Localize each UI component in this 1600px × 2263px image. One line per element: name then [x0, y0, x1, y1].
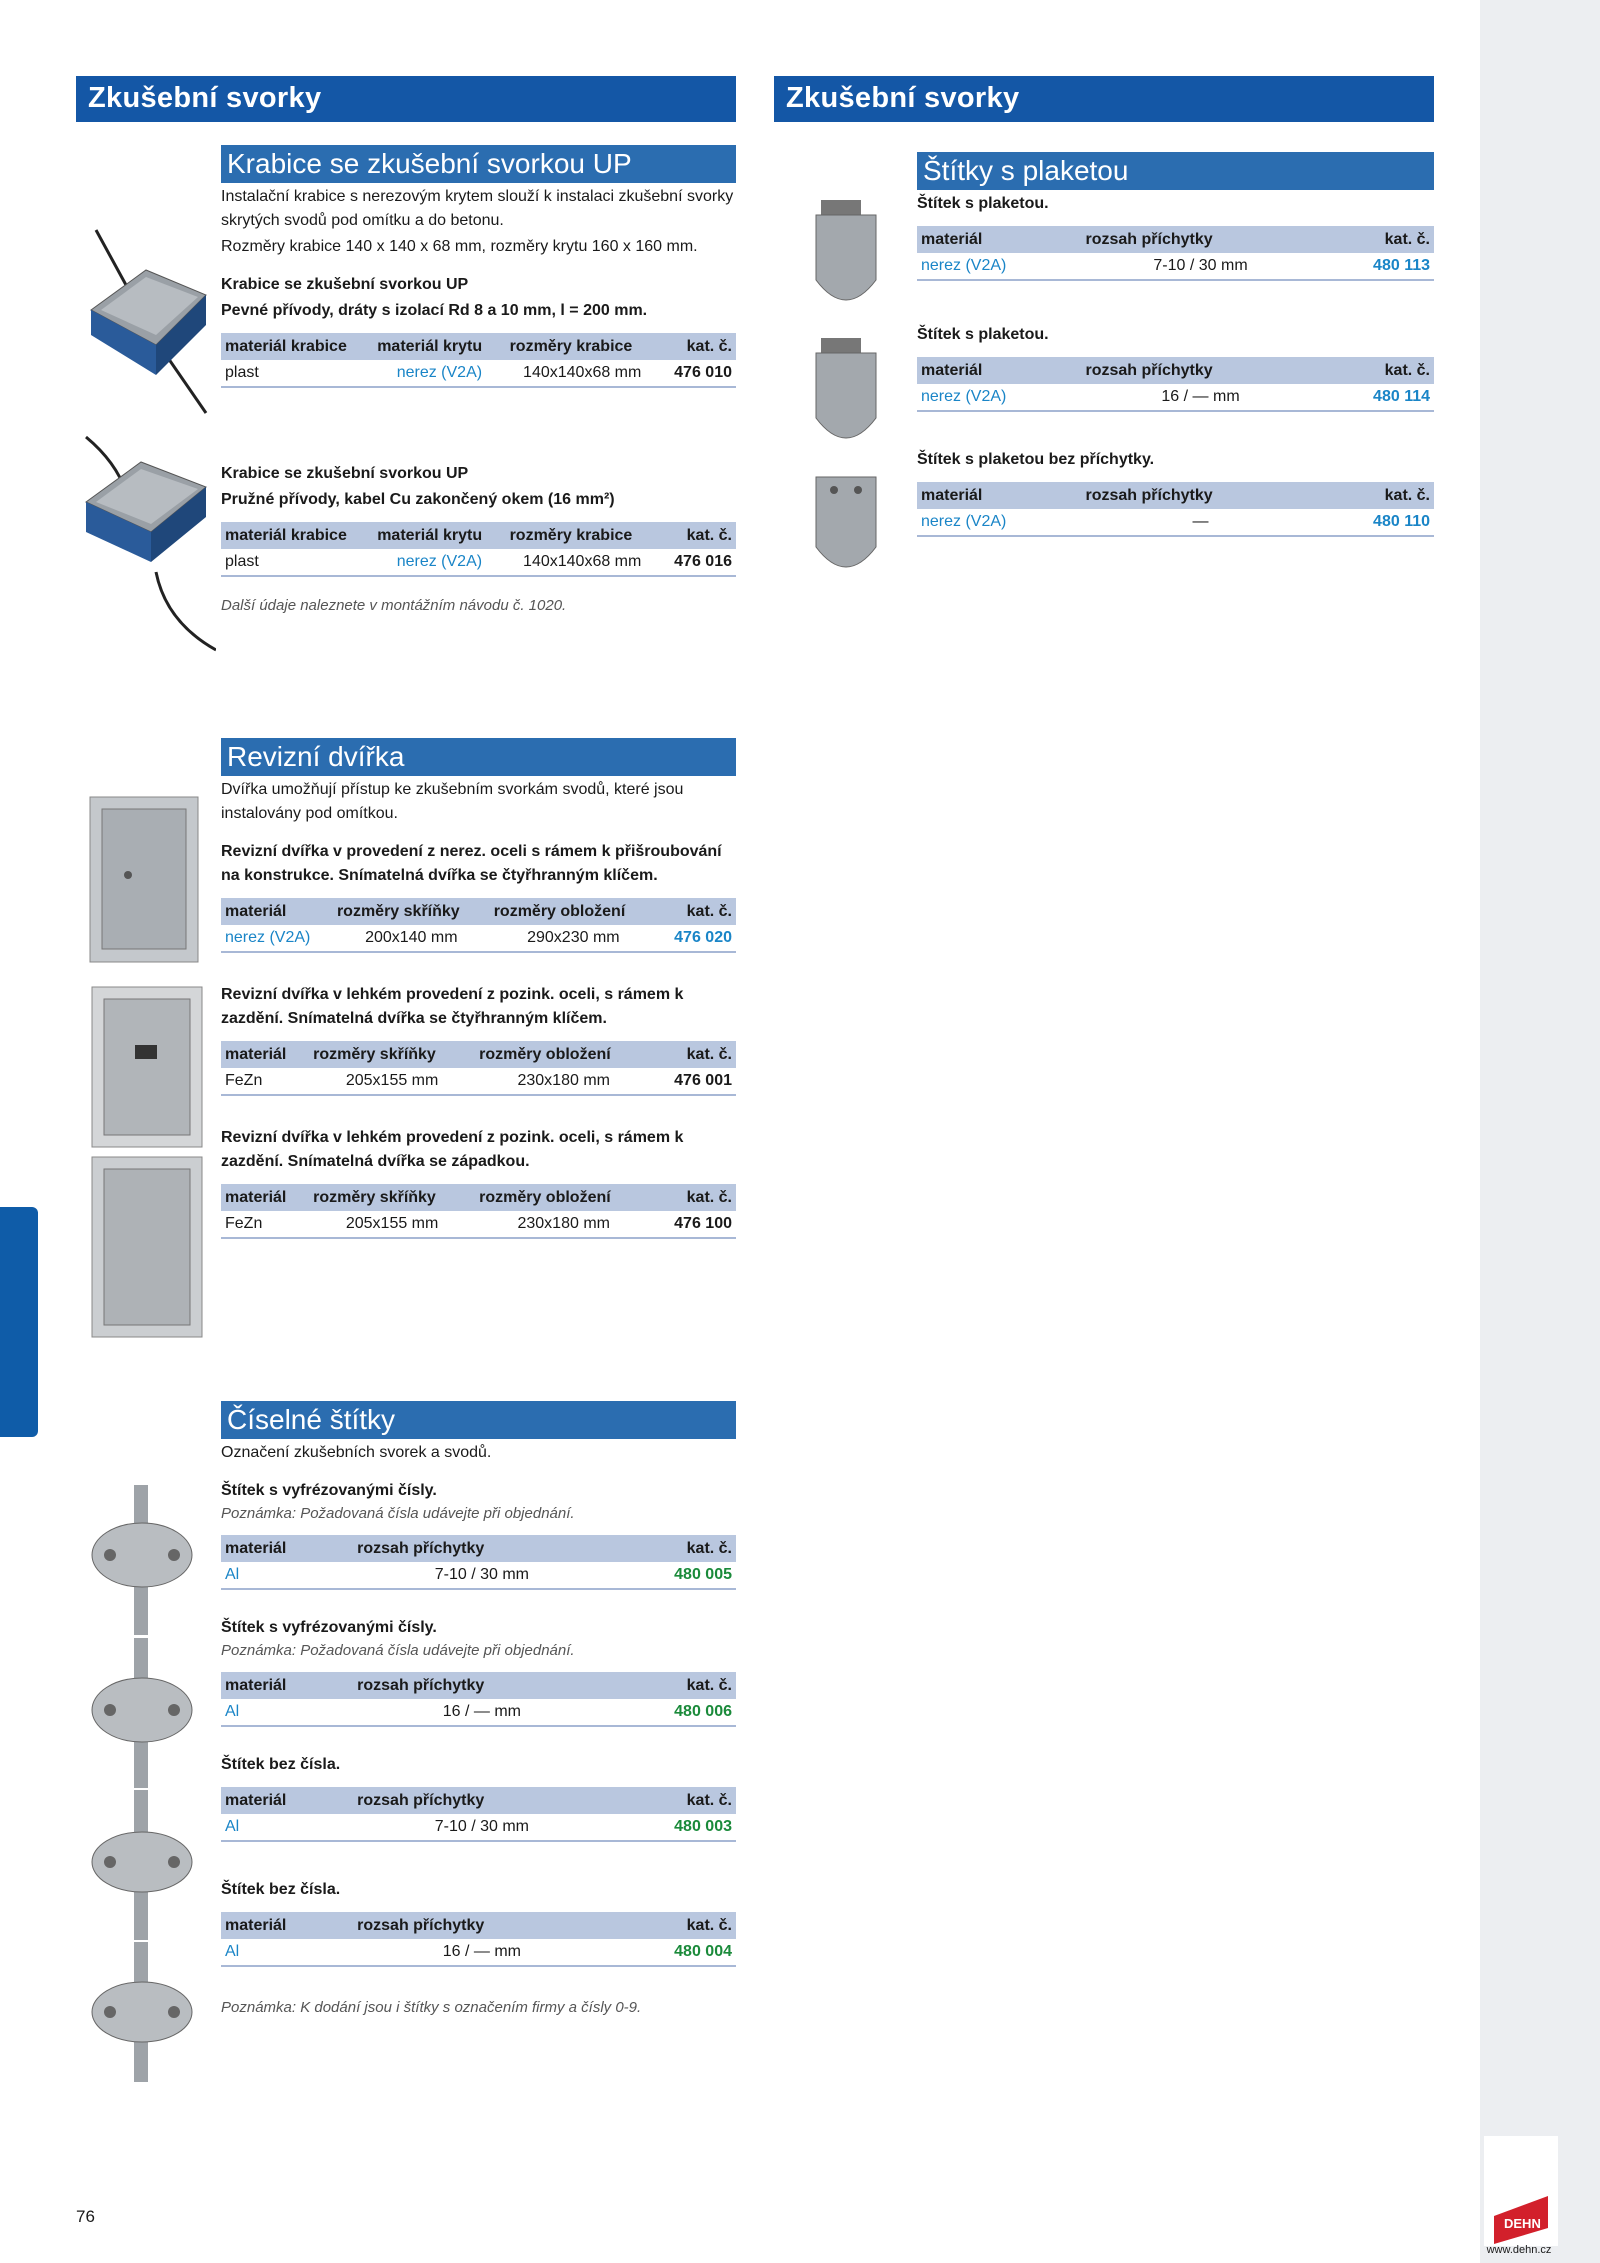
section-stitky [917, 152, 1434, 537]
col-material: materiál [221, 1041, 309, 1068]
col-rozmery-krabice: rozměry krabice [506, 333, 659, 360]
revizni-p1: Revizní dvířka v provedení z nerez. oceli s rámem k přišroubování na konstrukce. Snímatelná dvířka se čtyřhranným klíčem. [221, 843, 722, 884]
col-kat-c: kat. č. [1320, 357, 1434, 384]
cell-kat: 476 100 [652, 1211, 736, 1238]
col-rozsah: rozsah příchytky [1081, 226, 1319, 253]
col-rozmery-oblozeni: rozměry obložení [490, 898, 657, 925]
col-rozmery-skrinky: rozměry skříňky [309, 1041, 475, 1068]
revizni-table-1 [221, 898, 736, 953]
col-rozsah: rozsah příchytky [1081, 357, 1319, 384]
col-kat-c: kat. č. [657, 898, 736, 925]
revizni-intro: Dvířka umožňují přístup ke zkušebním svorkám svodů, které jsou instalovány pod omítkou. [221, 781, 684, 822]
col-material-krytu: materiál krytu [373, 333, 505, 360]
col-kat-c: kat. č. [652, 1184, 736, 1211]
cell-material: plast [221, 549, 373, 576]
col-kat-c: kat. č. [611, 1787, 736, 1814]
cell-oblozeni: 230x180 mm [475, 1068, 652, 1095]
col-material: materiál [917, 357, 1081, 384]
col-rozsah: rozsah příchytky [353, 1535, 610, 1562]
krabice-p1-desc: Pevné přívody, dráty s izolací Rd 8 a 10 mm, l = 200 mm. [221, 302, 648, 319]
cell-rozsah: 16 / — mm [1081, 384, 1319, 411]
cell-kat: 480 005 [611, 1562, 736, 1589]
number-tag-image-4 [90, 1942, 200, 2082]
cell-material: FeZn [221, 1211, 309, 1238]
ciselne-p1: Štítek s vyfrézovanými čísly. [221, 1482, 437, 1499]
krabice-table-2 [221, 522, 736, 577]
cell-kat: 476 020 [657, 925, 736, 952]
cell-material: nerez (V2A) [221, 925, 333, 952]
stitky-table-2 [917, 357, 1434, 412]
section-revizni [221, 738, 736, 1239]
col-material: materiál [221, 1672, 353, 1699]
section-ciselne [221, 1401, 736, 2019]
cell-material: nerez (V2A) [917, 253, 1081, 280]
col-kat-c: kat. č. [652, 1041, 736, 1068]
page-number: 76 [76, 2207, 95, 2226]
cell-kat: 476 016 [659, 549, 736, 576]
cell-material: Al [221, 1939, 353, 1966]
table-row [221, 1699, 736, 1726]
junction-box-image-2 [76, 432, 216, 652]
left-page-header: Zkušební svorky [76, 76, 736, 122]
cell-kat: 476 010 [659, 360, 736, 387]
col-material: materiál [221, 1535, 353, 1562]
revizni-p3: Revizní dvířka v lehkém provedení z pozink. oceli, s rámem k zazdění. Snímatelná dvířka se západkou. [221, 1129, 684, 1170]
cell-rozsah: 16 / — mm [353, 1939, 610, 1966]
cell-kat: 480 114 [1320, 384, 1434, 411]
number-tag-image-3 [90, 1790, 200, 1940]
ciselne-p3: Štítek bez čísla. [221, 1756, 341, 1773]
cell-kat: 480 113 [1320, 253, 1434, 280]
table-row [221, 1211, 736, 1238]
cell-rozsah: — [1081, 509, 1319, 536]
table-row [221, 360, 736, 387]
cell-rozsah: 7-10 / 30 mm [1081, 253, 1319, 280]
logo-text: DEHN [1504, 2216, 1541, 2231]
stitky-table-1 [917, 226, 1434, 281]
stitky-p2: Štítek s plaketou. [917, 326, 1049, 343]
col-material: materiál [221, 1912, 353, 1939]
cell-oblozeni: 290x230 mm [490, 925, 657, 952]
cell-kryt: nerez (V2A) [373, 549, 505, 576]
stitky-p3: Štítek s plaketou bez příchytky. [917, 451, 1155, 468]
col-material: materiál [221, 1787, 353, 1814]
cell-material: nerez (V2A) [917, 384, 1081, 411]
section-krabice [221, 145, 736, 388]
junction-box-image-1 [76, 215, 216, 415]
plaque-image-2 [806, 338, 886, 458]
ciselne-p2-note: Poznámka: Požadovaná čísla udávejte při objednání. [221, 1642, 575, 1659]
col-rozsah: rozsah příchytky [1081, 482, 1319, 509]
col-kat-c: kat. č. [611, 1912, 736, 1939]
krabice-note: Další údaje naleznete v montážním návodu č. 1020. [221, 597, 567, 614]
table-row [221, 1814, 736, 1841]
cell-skrinka: 205x155 mm [309, 1211, 475, 1238]
ciselne-table-4 [221, 1912, 736, 1967]
col-kat-c: kat. č. [611, 1672, 736, 1699]
ciselne-p4: Štítek bez čísla. [221, 1881, 341, 1898]
plaque-image-3 [806, 472, 886, 587]
cell-kat: 476 001 [652, 1068, 736, 1095]
col-kat-c: kat. č. [1320, 226, 1434, 253]
plaque-image-1 [806, 200, 886, 320]
number-tag-image-2 [90, 1638, 200, 1788]
website-url[interactable]: www.dehn.cz [1486, 2244, 1552, 2256]
col-rozmery-krabice: rozměry krabice [506, 522, 659, 549]
number-tag-image-1 [90, 1485, 200, 1635]
cell-skrinka: 200x140 mm [333, 925, 490, 952]
cell-skrinka: 205x155 mm [309, 1068, 475, 1095]
col-material: materiál [917, 226, 1081, 253]
table-row [221, 549, 736, 576]
cell-material: Al [221, 1699, 353, 1726]
table-row [221, 925, 736, 952]
door-image-2 [90, 985, 205, 1150]
right-page-header: Zkušební svorky [774, 76, 1434, 122]
col-material-krabice: materiál krabice [221, 333, 373, 360]
col-kat-c: kat. č. [659, 333, 736, 360]
revizni-table-3 [221, 1184, 736, 1239]
section-krabice-2 [221, 460, 736, 617]
revizni-p2: Revizní dvířka v lehkém provedení z pozink. oceli, s rámem k zazdění. Snímatelná dvířka se čtyřhranným klíčem. [221, 986, 684, 1027]
cell-rozmery: 140x140x68 mm [506, 549, 659, 576]
col-rozmery-oblozeni: rozměry obložení [475, 1041, 652, 1068]
table-row [917, 253, 1434, 280]
ciselne-table-1 [221, 1535, 736, 1590]
ciselne-note: Poznámka: K dodání jsou i štítky s označením firmy a čísly 0-9. [221, 1999, 642, 2016]
stitky-table-3 [917, 482, 1434, 537]
cell-material: nerez (V2A) [917, 509, 1081, 536]
krabice-dims: Rozměry krabice 140 x 140 x 68 mm, rozměry krytu 160 x 160 mm. [221, 238, 698, 255]
cell-material: FeZn [221, 1068, 309, 1095]
stitky-p1: Štítek s plaketou. [917, 195, 1049, 212]
right-margin-strip [1480, 0, 1600, 2263]
ciselne-intro: Označení zkušebních svorek a svodů. [221, 1444, 492, 1461]
col-rozsah: rozsah příchytky [353, 1787, 610, 1814]
table-row [917, 509, 1434, 536]
table-row [221, 1068, 736, 1095]
door-image-3 [90, 1155, 205, 1340]
revizni-title: Revizní dvířka [221, 738, 736, 776]
krabice-p1-name: Krabice se zkušební svorkou UP [221, 276, 469, 293]
ciselne-p1-note: Poznámka: Požadovaná čísla udávejte při objednání. [221, 1505, 575, 1522]
col-rozmery-oblozeni: rozměry obložení [475, 1184, 652, 1211]
col-material: materiál [221, 898, 333, 925]
col-rozsah: rozsah příchytky [353, 1672, 610, 1699]
cell-material: Al [221, 1562, 353, 1589]
krabice-title: Krabice se zkušební svorkou UP [221, 145, 736, 183]
krabice-p2-desc: Pružné přívody, kabel Cu zakončený okem (16 mm²) [221, 491, 615, 508]
col-rozmery-skrinky: rozměry skříňky [309, 1184, 475, 1211]
col-material-krytu: materiál krytu [373, 522, 505, 549]
cell-rozsah: 7-10 / 30 mm [353, 1562, 610, 1589]
cell-kryt: nerez (V2A) [373, 360, 505, 387]
cell-rozmery: 140x140x68 mm [506, 360, 659, 387]
cell-kat: 480 004 [611, 1939, 736, 1966]
cell-rozsah: 7-10 / 30 mm [353, 1814, 610, 1841]
col-kat-c: kat. č. [1320, 482, 1434, 509]
dehn-logo [1484, 2136, 1558, 2246]
dehn-logo-icon [1484, 2136, 1558, 2246]
stitky-title: Štítky s plaketou [917, 152, 1434, 190]
krabice-p2-name: Krabice se zkušební svorkou UP [221, 465, 469, 482]
cell-kat: 480 006 [611, 1699, 736, 1726]
krabice-table-1 [221, 333, 736, 388]
col-material: materiál [917, 482, 1081, 509]
table-row [221, 1562, 736, 1589]
ciselne-table-2 [221, 1672, 736, 1727]
col-rozsah: rozsah příchytky [353, 1912, 610, 1939]
col-material-krabice: materiál krabice [221, 522, 373, 549]
cell-material: Al [221, 1814, 353, 1841]
ciselne-table-3 [221, 1787, 736, 1842]
cell-kat: 480 003 [611, 1814, 736, 1841]
ciselne-p2: Štítek s vyfrézovanými čísly. [221, 1619, 437, 1636]
revizni-table-2 [221, 1041, 736, 1096]
door-image-1 [88, 795, 200, 965]
table-row [917, 384, 1434, 411]
col-rozmery-skrinky: rozměry skříňky [333, 898, 490, 925]
krabice-intro: Instalační krabice s nerezovým krytem slouží k instalaci zkušební svorky skrytých svodů pod omítku a do betonu. [221, 188, 734, 229]
cell-oblozeni: 230x180 mm [475, 1211, 652, 1238]
cell-rozsah: 16 / — mm [353, 1699, 610, 1726]
ciselne-title: Číselné štítky [221, 1401, 736, 1439]
col-kat-c: kat. č. [611, 1535, 736, 1562]
col-material: materiál [221, 1184, 309, 1211]
col-kat-c: kat. č. [659, 522, 736, 549]
cell-kat: 480 110 [1320, 509, 1434, 536]
cell-material: plast [221, 360, 373, 387]
chapter-tab [0, 1207, 38, 1437]
table-row [221, 1939, 736, 1966]
